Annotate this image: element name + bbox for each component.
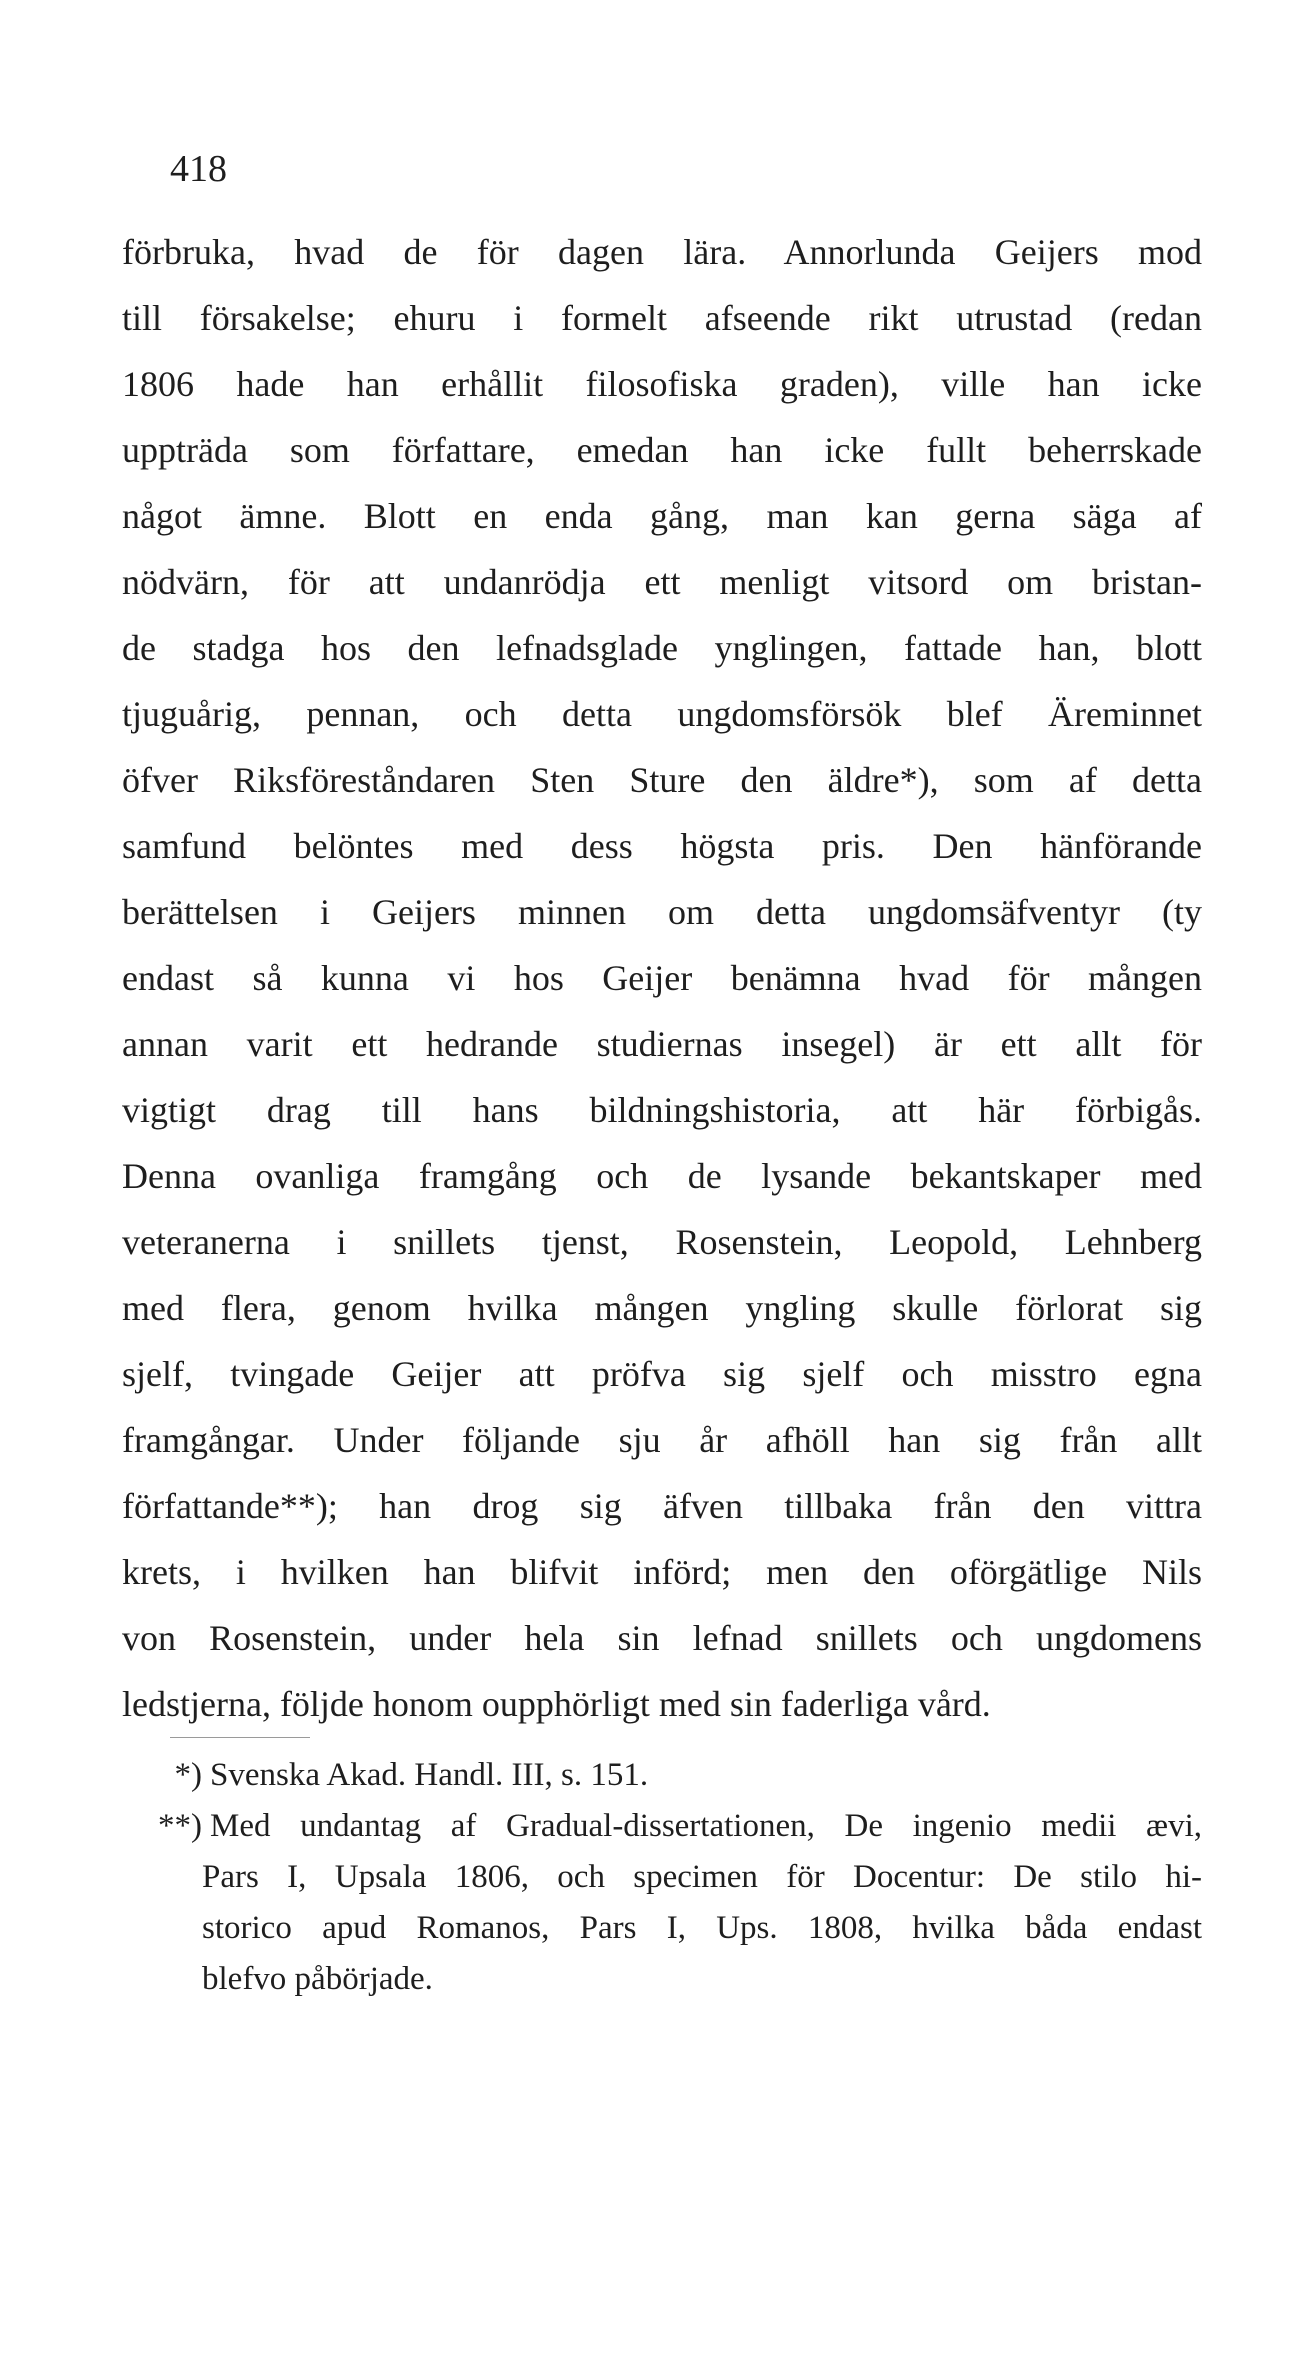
text-line: ledstjerna, följde honom oupphörligt med sin faderliga vård. bbox=[122, 1684, 991, 1724]
text-line: von Rosenstein, under hela sin lefnad snillets och ungdomens bbox=[122, 1618, 1202, 1658]
text-line: veteranerna i snillets tjenst, Rosenstein, Leopold, Lehnberg bbox=[122, 1222, 1202, 1262]
page-number: 418 bbox=[170, 148, 227, 190]
text-line: annan varit ett hedrande studiernas insegel) är ett allt för bbox=[122, 1024, 1202, 1064]
text-line: författande**); han drog sig äfven tillbaka från den vittra bbox=[122, 1486, 1202, 1526]
text-line: samfund belöntes med dess högsta pris. Den hänförande bbox=[122, 826, 1202, 866]
text-line: med flera, genom hvilka mången yngling skulle förlorat sig bbox=[122, 1288, 1202, 1328]
text-line: tjuguårig, pennan, och detta ungdomsförsök blef Äreminnet bbox=[122, 694, 1202, 734]
footnote-text: blefvo påbörjade. bbox=[202, 1961, 433, 1997]
footnote-2 bbox=[122, 1803, 1202, 1854]
text-line: uppträda som författare, emedan han icke fullt beherrskade bbox=[122, 430, 1202, 470]
text-line: framgångar. Under följande sju år afhöll han sig från allt bbox=[122, 1420, 1202, 1460]
footnote-text: Med undantag af Gradual-dissertationen, De ingenio medii ævi, bbox=[210, 1808, 1202, 1844]
footnotes bbox=[122, 1752, 1202, 2007]
text-line: till försakelse; ehuru i formelt afseende rikt utrustad (redan bbox=[122, 298, 1202, 338]
footnote-text: Svenska Akad. Handl. III, s. 151. bbox=[210, 1757, 649, 1793]
footnote-text: storico apud Romanos, Pars I, Ups. 1808, hvilka båda endast bbox=[202, 1910, 1202, 1946]
text-line: något ämne. Blott en enda gång, man kan gerna säga af bbox=[122, 496, 1202, 536]
body-text bbox=[122, 226, 1202, 1744]
footnote-marker: *) bbox=[174, 1757, 202, 1793]
text-line: öfver Riksföreståndaren Sten Sture den äldre*), som af detta bbox=[122, 760, 1202, 800]
footnote-divider bbox=[170, 1737, 310, 1738]
text-line: krets, i hvilken han blifvit införd; men den oförgätlige Nils bbox=[122, 1552, 1202, 1592]
text-line: endast så kunna vi hos Geijer benämna hvad för mången bbox=[122, 958, 1202, 998]
footnote-text: Pars I, Upsala 1806, och specimen för Docentur: De stilo hi- bbox=[202, 1859, 1202, 1895]
footnote-1 bbox=[122, 1752, 1202, 1803]
footnote-marker: **) bbox=[158, 1808, 202, 1844]
text-line: sjelf, tvingade Geijer att pröfva sig sjelf och misstro egna bbox=[122, 1354, 1202, 1394]
text-line: förbruka, hvad de för dagen lära. Annorlunda Geijers mod bbox=[122, 232, 1202, 272]
text-line: nödvärn, för att undanrödja ett menligt vitsord om bristan- bbox=[122, 562, 1202, 602]
text-line: de stadga hos den lefnadsglade ynglingen, fattade han, blott bbox=[122, 628, 1202, 668]
text-line: vigtigt drag till hans bildningshistoria, att här förbigås. bbox=[122, 1090, 1202, 1130]
text-line: Denna ovanliga framgång och de lysande bekantskaper med bbox=[122, 1156, 1202, 1196]
text-line: berättelsen i Geijers minnen om detta ungdomsäfventyr (ty bbox=[122, 892, 1202, 932]
text-line: 1806 hade han erhållit filosofiska graden), ville han icke bbox=[122, 364, 1202, 404]
